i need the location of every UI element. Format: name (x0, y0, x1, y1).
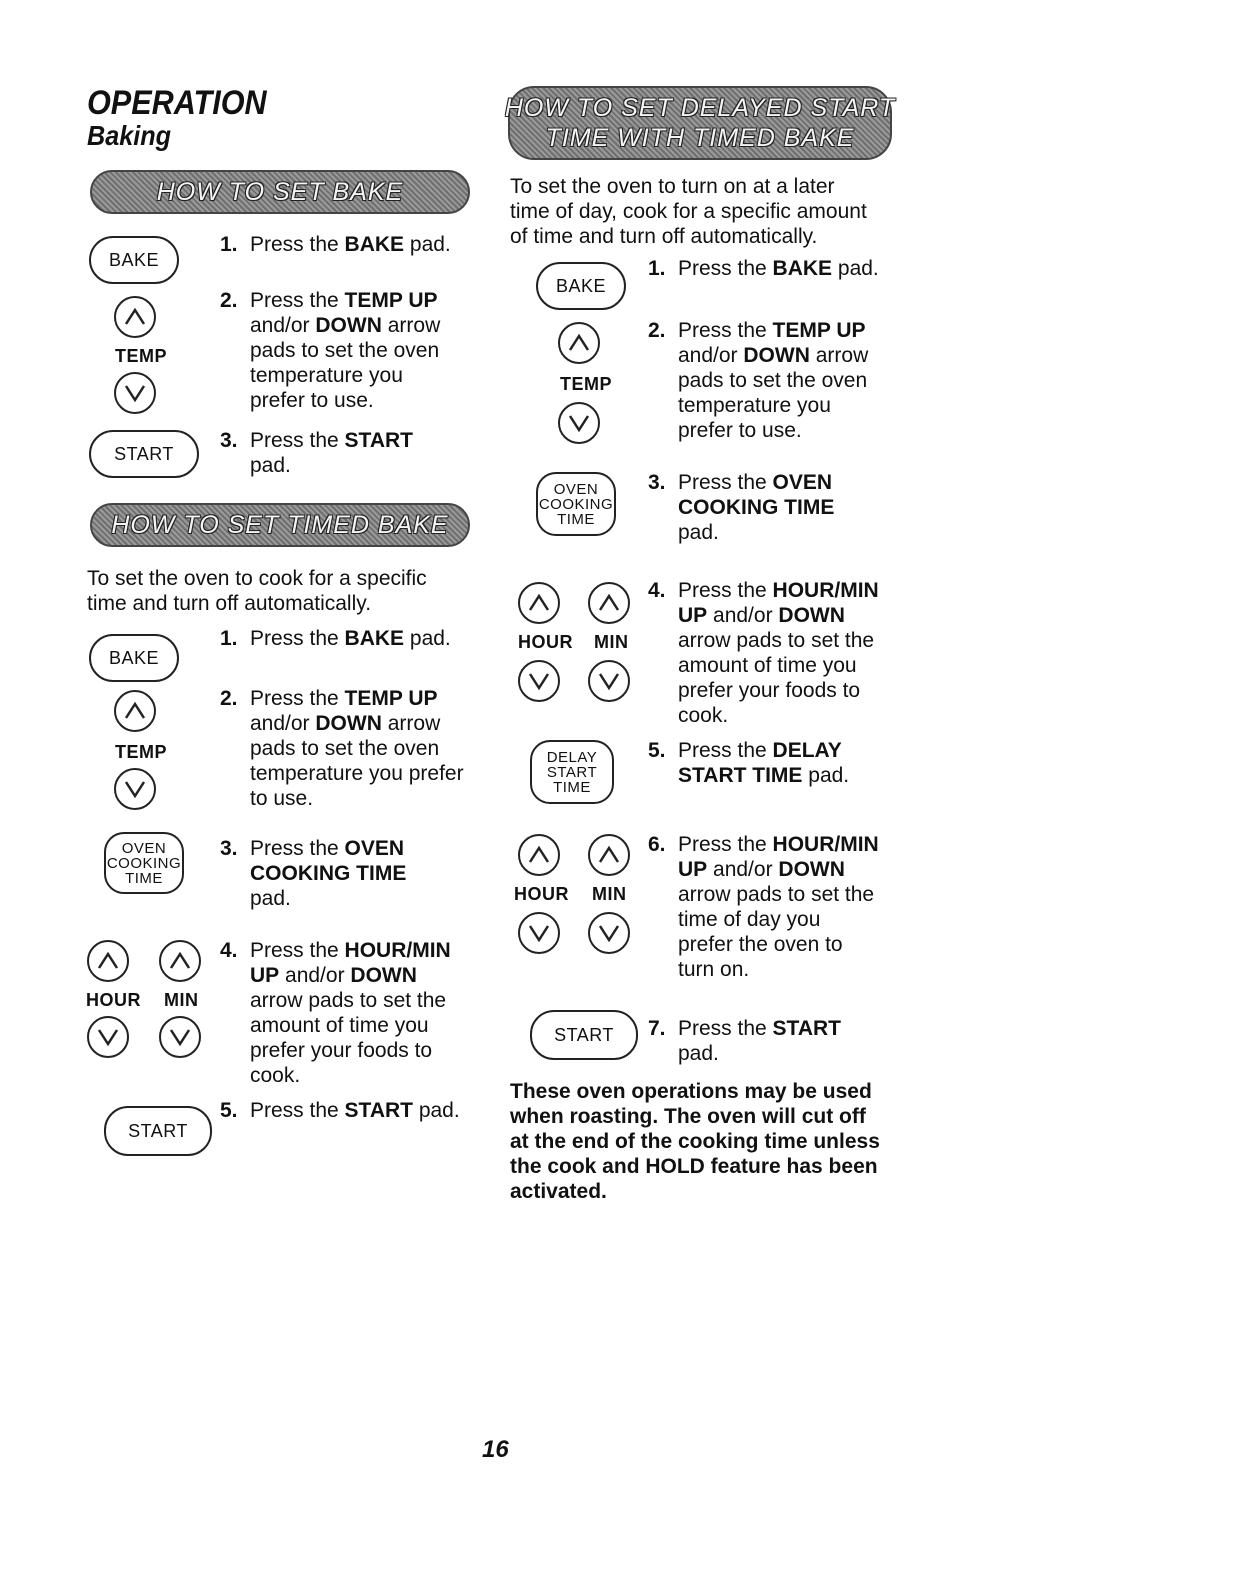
delayed-start-banner (504, 86, 896, 160)
step-number: 7. (648, 1017, 666, 1040)
step-text: amount of time you (678, 654, 857, 677)
hour-up-arrow-icon (87, 940, 129, 982)
intro-line: To set the oven to turn on at a later (510, 175, 835, 198)
min-down-arrow-icon (588, 660, 630, 702)
delay-start-time-pad (530, 740, 614, 804)
delayed-step-7 (648, 1016, 908, 1071)
step-keyword: HOUR/MIN (772, 579, 879, 602)
hour-up-arrow-icon (518, 834, 560, 876)
step-text: temperature you prefer (250, 762, 464, 785)
step-text: and/or (707, 858, 779, 881)
timed-step-2 (220, 686, 480, 816)
delayed-banner-line-1: HOW TO SET DELAYED START (504, 94, 896, 122)
hour-label: HOUR (518, 632, 573, 652)
step-text: pad. (250, 454, 291, 477)
pad-label: TIME (557, 510, 595, 528)
bake-step-3 (220, 428, 480, 483)
step-keyword: HOUR/MIN (772, 833, 879, 856)
note-line: the cook and HOLD feature has been (510, 1155, 878, 1178)
step-number: 2. (220, 289, 238, 312)
step-text: temperature you (678, 394, 831, 417)
step-text: Press the (250, 233, 345, 256)
step-keyword: BAKE (344, 627, 405, 650)
step-text: temperature you (250, 364, 403, 387)
step-keyword: OVEN (772, 471, 833, 494)
delayed-intro (510, 174, 920, 249)
timed-step-3 (220, 836, 480, 916)
step-number: 5. (648, 739, 666, 762)
min-down-arrow-icon (159, 1016, 201, 1058)
step-text: pad. (404, 627, 451, 650)
pad-label: COOKING (106, 854, 182, 872)
bake-step-1 (220, 232, 480, 262)
step-text: to use. (250, 787, 314, 810)
pad-label: OVEN (121, 839, 167, 857)
step-text: pad. (832, 257, 879, 280)
step-text: amount of time you (250, 1014, 429, 1037)
bake-pad-label: BAKE (555, 276, 607, 296)
min-up-arrow-icon (159, 940, 201, 982)
min-up-arrow-icon (588, 582, 630, 624)
temp-down-arrow-icon (114, 768, 156, 810)
step-number: 4. (648, 579, 666, 602)
step-text: Press the (678, 833, 773, 856)
start-pad-label: START (114, 444, 174, 464)
bake-pad-label: BAKE (108, 250, 160, 270)
step-text: pads to set the oven (250, 339, 440, 362)
bake-pad (536, 262, 626, 310)
temp-down-arrow-icon (558, 402, 600, 444)
bake-step-2 (220, 288, 480, 418)
step-keyword: TEMP UP (344, 687, 438, 710)
step-text: pad. (678, 521, 719, 544)
step-text: arrow pads to set the (678, 629, 875, 652)
timed-step-4 (220, 938, 480, 1093)
step-keyword: COOKING TIME (250, 862, 407, 885)
step-text: Press the (678, 739, 773, 762)
step-text: pad. (678, 1042, 719, 1065)
temp-up-arrow-icon (114, 690, 156, 732)
step-text: arrow pads to set the (678, 883, 875, 906)
step-keyword: DOWN (315, 712, 382, 735)
start-pad (104, 1106, 212, 1156)
temp-up-arrow-icon (114, 296, 156, 338)
step-text: prefer your foods to (250, 1039, 433, 1062)
delayed-step-2 (648, 318, 918, 448)
temp-label: TEMP (115, 346, 168, 366)
step-text: prefer the oven to (678, 933, 843, 956)
step-text: pad. (250, 887, 291, 910)
oven-cooking-time-pad (536, 472, 616, 536)
bake-pad (89, 236, 179, 284)
hour-down-arrow-icon (518, 912, 560, 954)
step-keyword: DOWN (778, 858, 845, 881)
step-text: prefer to use. (678, 419, 802, 442)
step-number: 5. (220, 1099, 238, 1122)
step-number: 2. (648, 319, 666, 342)
note-line: activated. (510, 1180, 607, 1203)
intro-line: of time and turn off automatically. (510, 225, 818, 248)
step-text: and/or (250, 314, 316, 337)
step-text: and/or (250, 712, 316, 735)
bake-banner (90, 170, 470, 214)
start-pad-label: START (554, 1025, 614, 1045)
step-number: 1. (220, 233, 238, 256)
step-keyword: START (772, 1017, 841, 1040)
step-text: prefer to use. (250, 389, 374, 412)
step-keyword: COOKING TIME (678, 496, 835, 519)
pad-label: TIME (553, 778, 591, 796)
delayed-step-6 (648, 832, 918, 987)
pad-label: DELAY (546, 748, 598, 766)
step-text: arrow pads to set the (250, 989, 447, 1012)
step-text: cook. (678, 704, 729, 727)
step-keyword: BAKE (344, 233, 405, 256)
timed-bake-banner (90, 503, 470, 547)
hour-label: HOUR (514, 884, 569, 904)
intro-line: To set the oven to cook for a specific (87, 567, 427, 590)
delayed-banner-line-2: TIME WITH TIMED BAKE (545, 124, 855, 152)
step-keyword: DOWN (350, 964, 417, 987)
section-subtitle: Baking (87, 120, 172, 151)
hour-down-arrow-icon (518, 660, 560, 702)
min-down-arrow-icon (588, 912, 630, 954)
step-text: Press the (250, 939, 345, 962)
delayed-step-1 (648, 256, 908, 286)
bake-pad (89, 634, 179, 682)
step-keyword: UP (678, 604, 708, 627)
bake-banner-text: HOW TO SET BAKE (156, 178, 404, 206)
step-keyword: START TIME (678, 764, 803, 787)
pad-label: COOKING (538, 495, 614, 513)
step-text: pads to set the oven (678, 369, 868, 392)
step-text: pads to set the oven (250, 737, 440, 760)
temp-label: TEMP (560, 374, 613, 394)
start-pad (89, 430, 199, 478)
step-keyword: DELAY (772, 739, 842, 762)
step-keyword: UP (250, 964, 280, 987)
step-text: Press the (250, 1099, 345, 1122)
temp-label: TEMP (115, 742, 168, 762)
step-text: Press the (678, 319, 773, 342)
step-text: and/or (279, 964, 351, 987)
min-label: MIN (594, 632, 629, 652)
bake-pad-label: BAKE (108, 648, 160, 668)
page-number: 16 (482, 1436, 509, 1463)
step-text: arrow (381, 712, 441, 735)
timed-bake-intro (87, 566, 487, 616)
step-text: Press the (678, 257, 773, 280)
pad-label: TIME (125, 869, 163, 887)
step-text: pad. (412, 1099, 460, 1122)
step-keyword: START (344, 1099, 413, 1122)
step-number: 1. (220, 627, 238, 650)
step-keyword: DOWN (315, 314, 382, 337)
step-text: Press the (250, 687, 345, 710)
step-keyword: OVEN (344, 837, 405, 860)
step-keyword: TEMP UP (772, 319, 866, 342)
step-text: and/or (707, 604, 779, 627)
temp-down-arrow-icon (114, 372, 156, 414)
step-keyword: TEMP UP (344, 289, 438, 312)
hour-label: HOUR (86, 990, 141, 1010)
step-text: prefer your foods to (678, 679, 861, 702)
step-keyword: DOWN (778, 604, 845, 627)
step-text: time of day you (678, 908, 821, 931)
min-label: MIN (164, 990, 199, 1010)
step-number: 1. (648, 257, 666, 280)
min-up-arrow-icon (588, 834, 630, 876)
delayed-step-3 (648, 470, 908, 550)
step-keyword: START (344, 429, 413, 452)
step-number: 3. (648, 471, 666, 494)
step-keyword: UP (678, 858, 708, 881)
step-text: and/or (678, 344, 744, 367)
step-keyword: HOUR/MIN (344, 939, 451, 962)
intro-line: time of day, cook for a specific amount (510, 200, 867, 223)
step-text: arrow (809, 344, 869, 367)
step-text: arrow (381, 314, 441, 337)
oven-cooking-time-pad (104, 832, 184, 894)
step-text: pad. (802, 764, 850, 787)
start-pad-label: START (128, 1121, 188, 1141)
step-number: 2. (220, 687, 238, 710)
section-title: OPERATION (87, 84, 267, 122)
pad-label: OVEN (553, 480, 599, 498)
step-text: cook. (250, 1064, 301, 1087)
delayed-step-5 (648, 738, 918, 793)
min-label: MIN (592, 884, 627, 904)
temp-up-arrow-icon (558, 322, 600, 364)
step-keyword: BAKE (772, 257, 833, 280)
step-number: 4. (220, 939, 238, 962)
step-text: Press the (250, 429, 345, 452)
step-number: 3. (220, 429, 238, 452)
step-text: turn on. (678, 958, 750, 981)
step-text: Press the (250, 289, 345, 312)
start-pad (530, 1010, 638, 1060)
step-text: pad. (404, 233, 451, 256)
note-line: when roasting. The oven will cut off (510, 1105, 866, 1128)
delayed-step-4 (648, 578, 918, 733)
step-number: 3. (220, 837, 238, 860)
timed-step-5 (220, 1098, 490, 1128)
intro-line: time and turn off automatically. (87, 592, 372, 615)
step-keyword: DOWN (743, 344, 810, 367)
step-number: 6. (648, 833, 666, 856)
step-text: Press the (250, 627, 345, 650)
step-text: Press the (678, 1017, 773, 1040)
hour-down-arrow-icon (87, 1016, 129, 1058)
timed-bake-banner-text: HOW TO SET TIMED BAKE (111, 511, 449, 539)
step-text: Press the (250, 837, 345, 860)
step-text: Press the (678, 471, 773, 494)
roasting-note (510, 1079, 930, 1204)
timed-step-1 (220, 626, 480, 656)
note-line: These oven operations may be used (510, 1080, 872, 1103)
hour-up-arrow-icon (518, 582, 560, 624)
pad-label: START (546, 763, 598, 781)
step-text: Press the (678, 579, 773, 602)
note-line: at the end of the cooking time unless (510, 1130, 880, 1153)
